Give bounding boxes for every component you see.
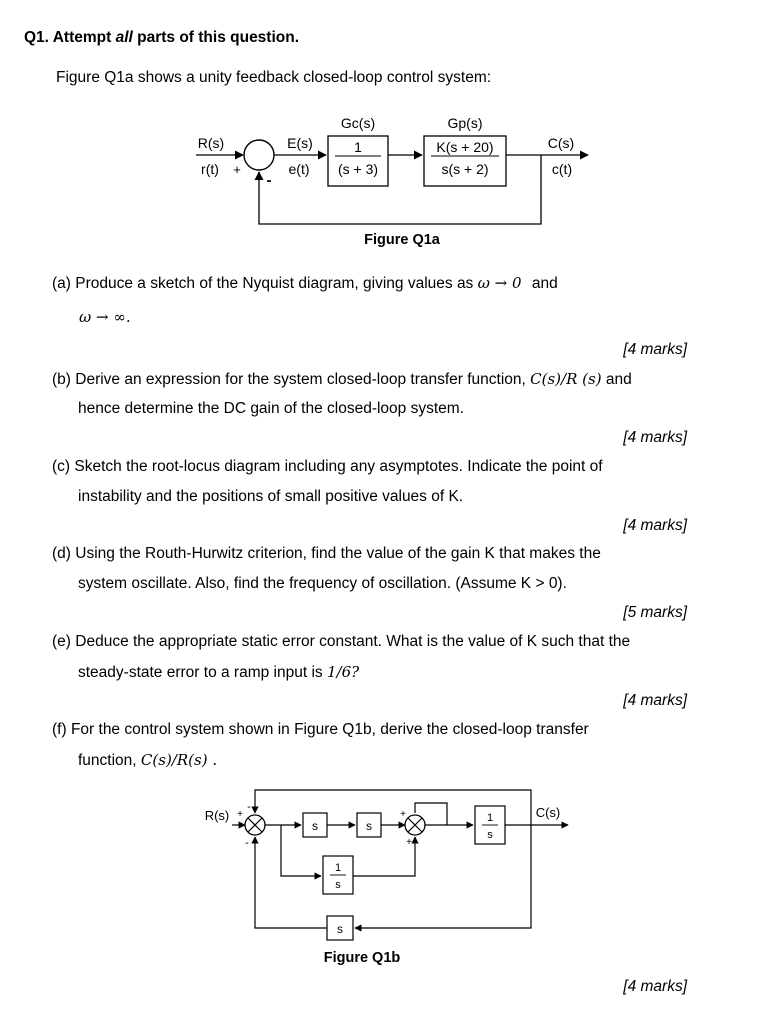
gp-denominator: s(s + 2) [441,161,489,177]
input-label-s: R(s) [197,135,225,151]
part-a-marks: [4 marks] [623,341,687,358]
part-b [52,364,632,395]
q1b-s-block-1-text: s [312,819,318,833]
part-c-label: (c) [52,458,71,475]
part-e-fraction: 1/6? [326,663,360,681]
gc-numerator: 1 [354,139,362,155]
part-a [52,268,558,299]
part-b-line2: hence determine the DC gain of the closed-loop system. [78,400,464,417]
q1b-bottom-feed-out [255,837,327,928]
q1b-sum-1-plus-left: + [237,809,243,820]
output-label-s: C(s) [547,135,575,151]
part-f [52,715,589,745]
input-label-t: r(t) [201,161,219,177]
question-heading: Q1. Attempt all parts of this question. [24,29,300,46]
part-c-line2: instability and the positions of small positive values of K. [78,488,464,505]
part-d-line2: system oscillate. Also, find the frequency of oscillation. (Assume K > 0). [78,575,567,592]
minus-sign: - [266,172,272,189]
gc-denominator: (s + 3) [337,161,379,177]
gp-label: Gp(s) [447,115,483,131]
intro-text: Figure Q1a shows a unity feedback closed-loop control system: [56,69,492,86]
part-b-label: (b) [52,371,71,388]
figure-q1b-caption: Figure Q1b [323,950,401,966]
q1b-sum-2-plus-bottom: + [406,837,412,848]
part-f-text: For the control system shown in Figure Q1b, derive the closed-loop transfer [70,721,589,738]
figure-q1a-caption: Figure Q1a [364,232,440,248]
part-b-text: Derive an expression for the system closed-loop transfer function, [75,371,526,388]
q1b-inv-mid-den: s [335,879,341,891]
part-b-and: and [605,371,632,388]
part-f-marks: [4 marks] [623,978,687,995]
part-d-label: (d) [52,545,71,562]
emphasis-all: all [115,29,133,46]
q1b-s-block-2-text: s [366,819,372,833]
part-e-text: Deduce the appropriate static error constant. What is the value of K such that the [75,633,631,650]
gp-numerator: K(s + 20) [436,139,494,155]
q1b-sum-2-top-loop [415,803,447,825]
part-a-line2 [79,302,131,333]
q1b-sum-1-minus-bottom: - [245,837,249,849]
figure-q1b [0,780,763,980]
q1b-inv-mid-num: 1 [334,862,342,874]
output-label-t: c(t) [551,161,573,177]
part-e [52,627,630,657]
summing-junction [244,140,274,170]
part-b-tf: C(s)/R (s) [530,370,602,388]
part-f-label: (f) [52,721,67,738]
q1b-sum-2-plus-left: + [400,809,406,820]
part-a-label: (a) [52,275,71,292]
figure-q1a [0,100,763,260]
part-f-line2 [78,745,217,776]
part-a-omega-zero: ω → 0 [477,274,522,292]
part-f-text2: function, [78,752,137,769]
q1b-s-block-bottom-text: s [337,922,343,936]
part-e-label: (e) [52,633,71,650]
error-label-t: e(t) [288,161,310,177]
part-e-line2 [78,657,359,688]
q1b-output-label: C(s) [535,805,561,820]
part-c [52,452,603,482]
q1b-inv-right-num: 1 [486,812,494,824]
q1b-inv-right-den: s [487,829,493,841]
gc-label: Gc(s) [340,115,376,131]
part-a-text: Produce a sketch of the Nyquist diagram, giving values as [75,275,474,292]
part-a-and: and [531,275,558,292]
part-a-omega-inf: ω → ∞. [79,308,131,326]
part-d [52,539,601,569]
part-d-marks: [5 marks] [623,604,687,621]
part-b-marks: [4 marks] [623,429,687,446]
part-e-marks: [4 marks] [623,692,687,709]
part-e-text2: steady-state error to a ramp input is [78,664,323,681]
part-c-marks: [4 marks] [623,517,687,534]
part-f-tf: C(s)/R(s) . [140,751,218,769]
part-d-text: Using the Routh-Hurwitz criterion, find the value of the gain K that makes the [75,545,601,562]
plus-sign: + [233,162,241,177]
error-label-s: E(s) [287,135,313,151]
q1b-input-label: R(s) [204,808,230,823]
q1b-sum-1-minus-top: - [247,801,251,813]
part-c-text: Sketch the root-locus diagram including any asymptotes. Indicate the point of [74,458,603,475]
